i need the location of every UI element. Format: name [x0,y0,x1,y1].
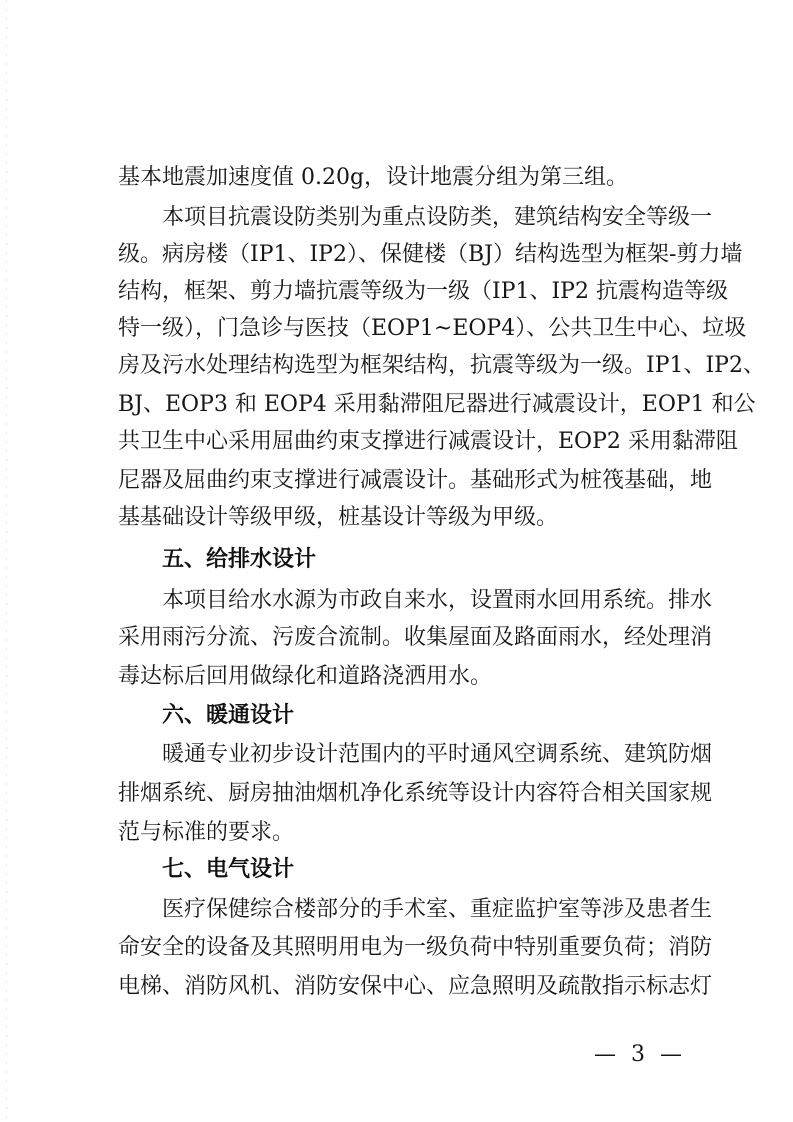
section-heading: 七、电气设计 [162,857,295,882]
paragraph-line: 范与标准的要求。 [118,820,295,845]
paragraph-line: 结构，框架、剪力墙抗震等级为一级（IP1、IP2 抗震构造等级 [118,279,728,304]
section-heading: 五、给排水设计 [162,547,317,572]
paragraph-line: 命安全的设备及其照明用电为一级负荷中特别重要负荷；消防 [118,935,713,960]
paragraph-line: 基本地震加速度值 0.20g，设计地震分组为第三组。 [118,165,629,190]
paragraph-line: 共卫生中心采用屈曲约束支撑进行减震设计，EOP2 采用黏滞阻 [118,429,738,454]
scan-binding-edge [6,0,7,1122]
paragraph-line: 本项目抗震设防类别为重点设防类，建筑结构安全等级一 [162,205,713,230]
paragraph-line: 特一级），门急诊与医技（EOP1~EOP4）、公共卫生中心、垃圾 [118,316,747,341]
paragraph-line: 排烟系统、厨房抽油烟机净化系统等设计内容符合相关国家规 [118,781,713,806]
paragraph-line: 采用雨污分流、污废合流制。收集屋面及路面雨水，经处理消 [118,625,713,650]
paragraph-line: 电梯、消防风机、消防安保中心、应急照明及疏散指示标志灯 [118,974,713,999]
paragraph-line: 级。病房楼（IP1、IP2）、保健楼（BJ）结构选型为框架-剪力墙 [118,242,743,267]
paragraph-line: 毒达标后回用做绿化和道路浇洒用水。 [118,664,493,689]
paragraph-line: 医疗保健综合楼部分的手术室、重症监护室等涉及患者生 [162,897,713,922]
page-number: — 3 — [594,1042,686,1067]
paragraph-line: 本项目给水水源为市政自来水，设置雨水回用系统。排水 [162,588,713,613]
paragraph-line: 尼器及屈曲约束支撑进行减震设计。基础形式为桩筏基础，地 [118,468,713,493]
paragraph-line: 房及污水处理结构选型为框架结构，抗震等级为一级。IP1、IP2、 [118,353,765,378]
section-heading: 六、暖通设计 [162,703,295,728]
paragraph-line: 暖通专业初步设计范围内的平时通风空调系统、建筑防烟 [162,742,713,767]
paragraph-line: 基基础设计等级甲级，桩基设计等级为甲级。 [118,505,559,530]
paragraph-line: BJ、EOP3 和 EOP4 采用黏滞阻尼器进行减震设计，EOP1 和公 [118,392,756,417]
